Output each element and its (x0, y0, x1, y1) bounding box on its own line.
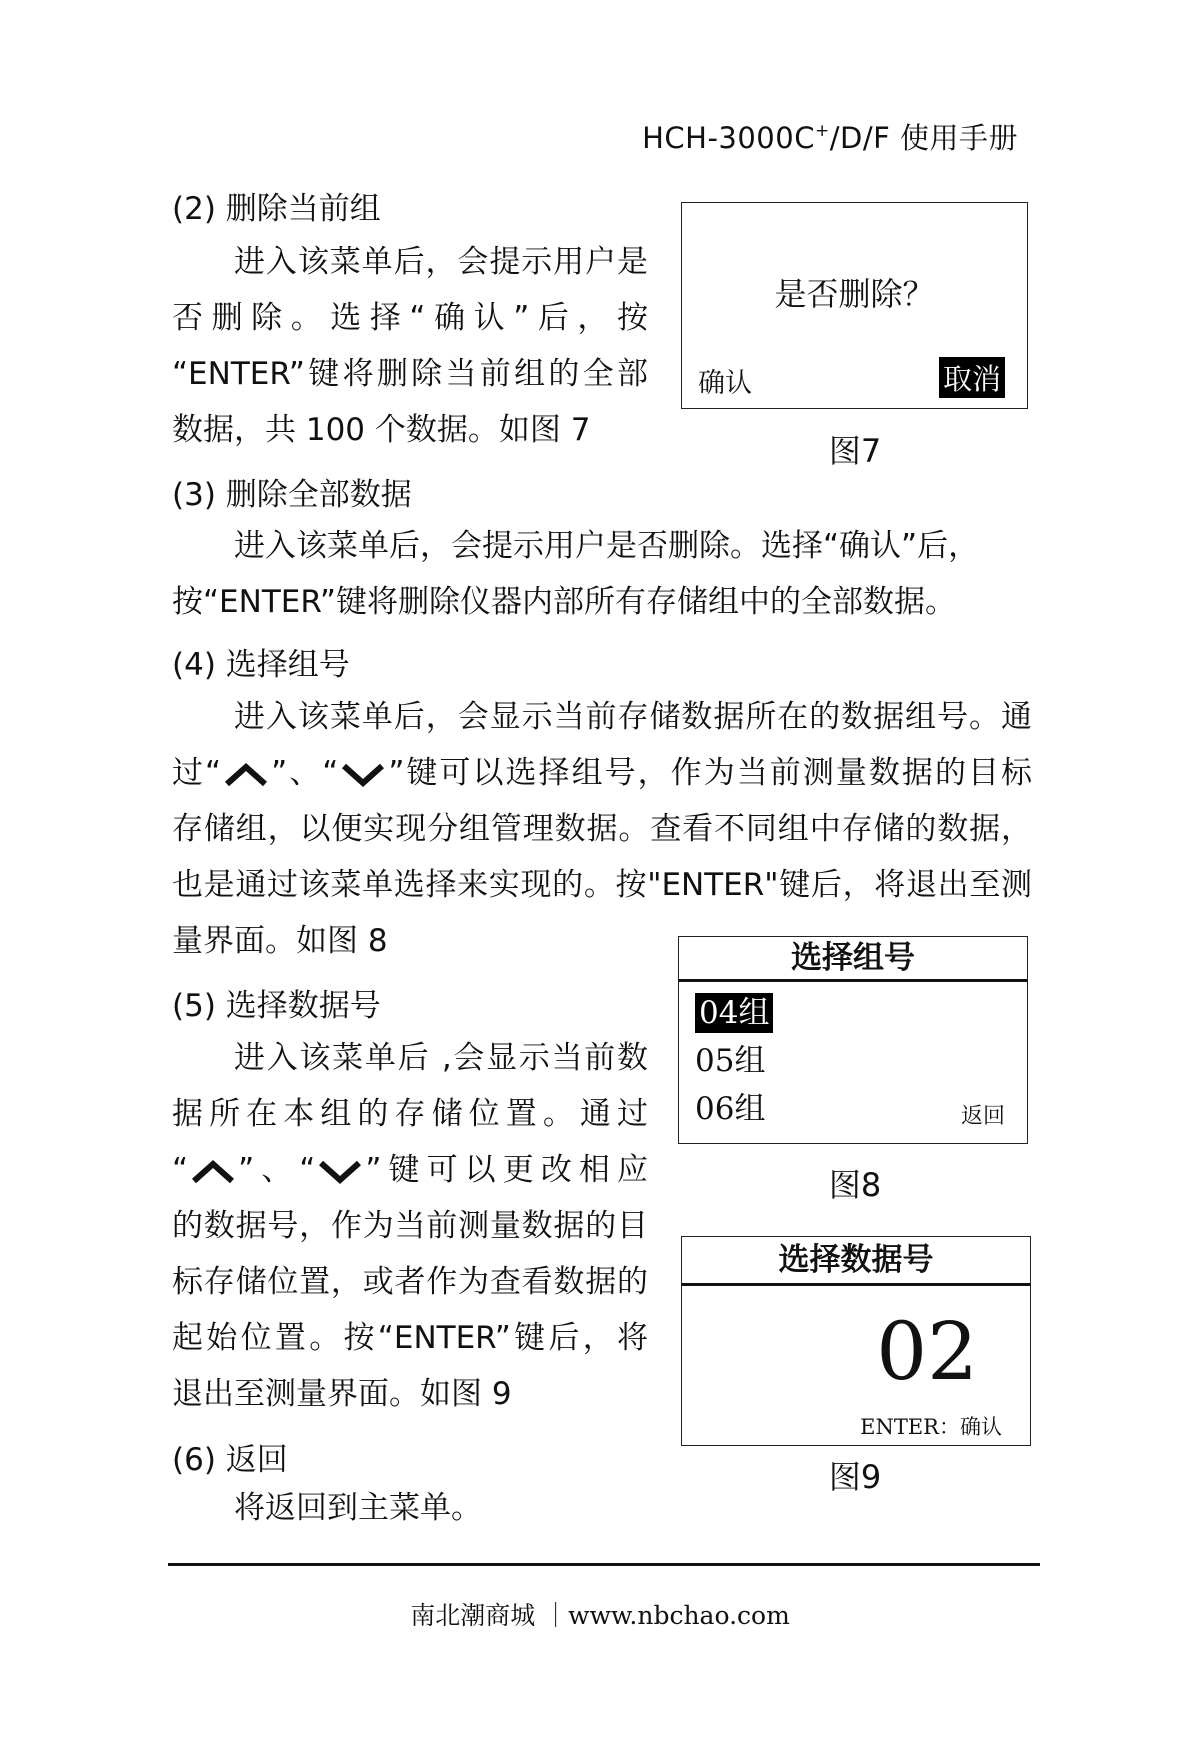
footer-text: 南北潮商城 ｜www.nbchao.com (410, 1601, 790, 1630)
section-4-body (172, 689, 1032, 969)
s4-line-2-a: 过“ (172, 755, 222, 791)
section-3-title: (3) 删除全部数据 (172, 477, 412, 513)
section-4-title: (4) 选择组号 (172, 647, 350, 683)
s4-line-3: 存储组，以便实现分组管理数据。查看不同组中存储的数据， (172, 811, 1032, 847)
chevron-up-icon (190, 1159, 236, 1185)
section-2-title: (2) 删除当前组 (172, 191, 381, 227)
back-option[interactable]: 返回 (960, 1104, 1005, 1129)
enter-confirm-hint: ENTER：确认 (860, 1415, 1002, 1439)
s5-line-6: 起始位置。按“ENTER”键后，将 (172, 1320, 648, 1356)
s5-line-4: 的数据号，作为当前测量数据的目 (172, 1208, 648, 1244)
s2-line-3: “ENTER”键将删除当前组的全部 (172, 356, 648, 392)
select-group-title: 选择组号 (679, 937, 1027, 982)
section-2-body (172, 234, 648, 458)
s5-line-3 (172, 1142, 648, 1198)
figure-7-caption: 图7 (828, 432, 882, 470)
confirm-option[interactable]: 确认 (698, 368, 752, 399)
s4-line-5: 量界面。如图 8 (172, 923, 388, 959)
s4-line-4: 也是通过该菜单选择来实现的。按"ENTER"键后，将退出至测 (172, 867, 1032, 903)
group-item[interactable]: 06组 (695, 1091, 766, 1127)
s4-line-1: 进入该菜单后，会显示当前存储数据所在的数据组号。通 (234, 699, 1032, 735)
header-model: HCH-3000C (642, 121, 815, 155)
s3-line-1: 进入该菜单后，会提示用户是否删除。选择“确认”后， (234, 528, 980, 564)
section-5-body (172, 1030, 648, 1422)
delete-prompt: 是否删除？ (774, 275, 935, 313)
group-item-selected[interactable]: 04组 (695, 993, 773, 1033)
s5-line-2: 据所在本组的存储位置。通过 (172, 1096, 648, 1132)
figure-9-caption: 图9 (828, 1458, 882, 1496)
s2-line-1: 进入该菜单后，会提示用户是 (234, 244, 648, 280)
section-6-body (172, 1480, 648, 1536)
s5-line-3-b: ”、“ (238, 1152, 316, 1188)
section-5-title: (5) 选择数据号 (172, 988, 381, 1024)
s4-line-2 (172, 745, 1032, 801)
data-number-value: 02 (876, 1305, 978, 1398)
figure-8-caption: 图8 (828, 1166, 882, 1204)
s2-line-2: 否删除。选择“确认”后，按 (172, 300, 648, 336)
figure-9-screen (681, 1236, 1031, 1446)
s5-line-3-c: ”键可以更改相应 (365, 1152, 649, 1188)
cancel-option[interactable]: 取消 (939, 357, 1005, 398)
s4-line-2-c: ”键可以选择组号，作为当前测量数据的目标 (388, 755, 1033, 791)
s2-line-4: 数据，共 100 个数据。如图 7 (172, 412, 591, 448)
s5-line-3-a: “ (172, 1152, 189, 1188)
section-6-title: (6) 返回 (172, 1442, 288, 1478)
footer-divider (168, 1563, 1040, 1566)
header-sup: + (814, 121, 830, 141)
chevron-up-icon (223, 762, 269, 788)
s6-line-1: 将返回到主菜单。 (234, 1490, 482, 1526)
chevron-down-icon (340, 762, 386, 788)
s5-line-7: 退出至测量界面。如图 9 (172, 1376, 512, 1412)
s4-line-2-b: ”、“ (271, 755, 339, 791)
s5-line-1: 进入该菜单后 ,会显示当前数 (234, 1040, 648, 1076)
figure-7-screen (681, 202, 1028, 409)
page-header (642, 116, 1018, 157)
s3-line-2: 按“ENTER”键将删除仪器内部所有存储组中的全部数据。 (172, 584, 956, 620)
section-3-body (172, 518, 1032, 630)
chevron-down-icon (317, 1159, 363, 1185)
select-data-title: 选择数据号 (682, 1237, 1030, 1286)
figure-8-screen (678, 936, 1028, 1144)
group-item[interactable]: 05组 (695, 1043, 766, 1079)
header-suffix: /D/F 使用手册 (829, 121, 1018, 155)
s5-line-5: 标存储位置，或者作为查看数据的 (172, 1264, 648, 1300)
